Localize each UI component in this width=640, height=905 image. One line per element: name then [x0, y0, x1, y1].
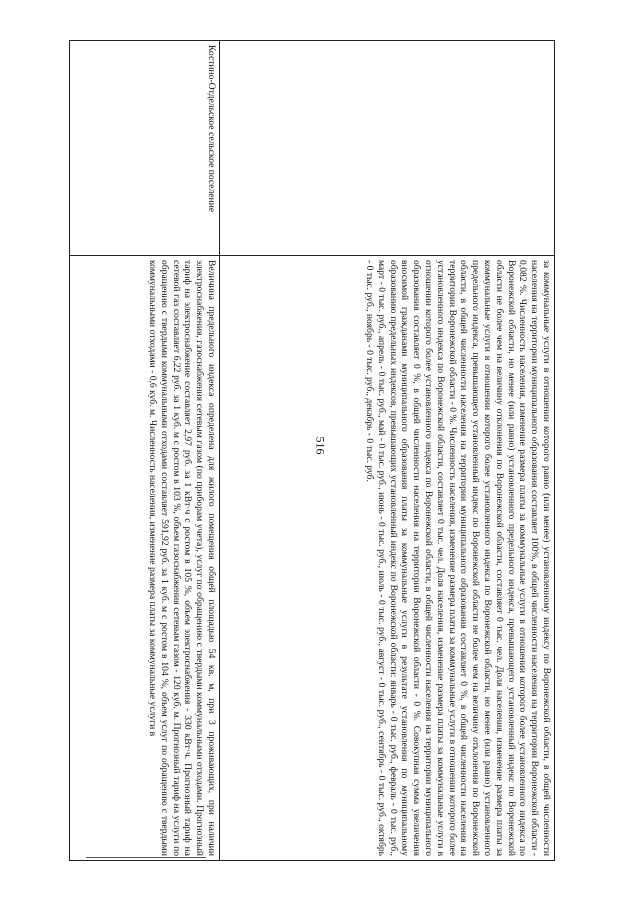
- table-row: [220, 41, 555, 861]
- table-row: [70, 41, 220, 861]
- description-cell: Величина предельного индекса определена для жилого помещения общей площадью 54 кв. м, при 3 проживающих, при наличии электроснабжения, газоснабжения сетевым газом (по приборам учета), услуг по обращению с твердыми коммунальными отходами. Прогнозный тариф на электроснабжение составляет 2,97 руб. за 1 кВт·ч с ростом в 105 %, объем электроснабжения - 330 кВт·ч. Прогнозный тариф на сетевой газ составляет 6,22 руб. за 1 куб. м с ростом в 103 %, объем газоснабжения сетевым газом - 120 куб. м. Прогнозный тариф на услуги по обращению с твердыми коммунальными отходами составляет 591,92 руб. за 1 куб. м с ростом в 104 %, объем услуг по обращению с твердыми коммунальными отходами - 0,6 куб. м. Численность населения, изменение размера платы за коммунальные услуги в: [70, 256, 220, 861]
- rotated-table-wrapper: [80, 40, 555, 860]
- table-canvas: [80, 40, 555, 860]
- settlement-cell: [220, 41, 555, 256]
- settlements-table: [69, 40, 555, 861]
- page-number: 516: [313, 436, 328, 455]
- description-cell: за коммунальные услуги в отношении которого равно (или менее) установленному индексу по Воронежской области, в общей численности населения на территории муниципального образования составляет 100%, в общей численности населения на территории Воронежской области - 0,082 %. Численность населения, изменение размера платы за коммунальные услуги в отношении которого более установленного индекса по Воронежской области, но менее (или равно) установленного предельного индекса, превышающего установленный индекс по Воронежской области не более чем на величину отклонения по Воронежской области, составляет 0 тыс. чел. Доля населения, изменение размера платы за коммунальные услуги в отношении которого более установленного индекса по Воронежской области, но менее (или равно) установленного предельного индекса, превышающего установленный индекс по Воронежской области не более чем на величину отклонения по Воронежской области, в общей численности населения на территории муниципального образования составляет 0 %, в общей численности населения на территории Воронежской области - 0 %. Численность населения, изменение размера платы за коммунальные услуги в отношении которого более установленного индекса по Воронежской области, составляет 0 тыс. чел. Доля населения, изменение размера платы за коммунальные услуги в отношении которого более установленного индекса по Воронежской области, в общей численности населения на территории муниципального образования составляет 0 %, в общей численности населения на территории Воронежской области - 0 %. Совокупная сумма увеличения вносимой гражданами муниципального образования платы за коммунальные услуги в результате установления по муниципальному образованию предельных индексов, превышающих установленный индекс по Воронежской области: январь - 0 тыс. руб., февраль - 0 тыс. руб., март - 0 тыс. руб., апрель - 0 тыс. руб., май - 0 тыс. руб., июнь - 0 тыс. руб., июль - 0 тыс. руб., август - 0 тыс. руб., сентябрь - 0 тыс. руб., октябрь - 0 тыс. руб., ноябрь - 0 тыс. руб., декабрь - 0 тыс. руб.: [220, 256, 555, 861]
- footer-rule: [86, 857, 206, 858]
- settlement-cell: Костино-Отдельское сельское поселение: [70, 41, 220, 256]
